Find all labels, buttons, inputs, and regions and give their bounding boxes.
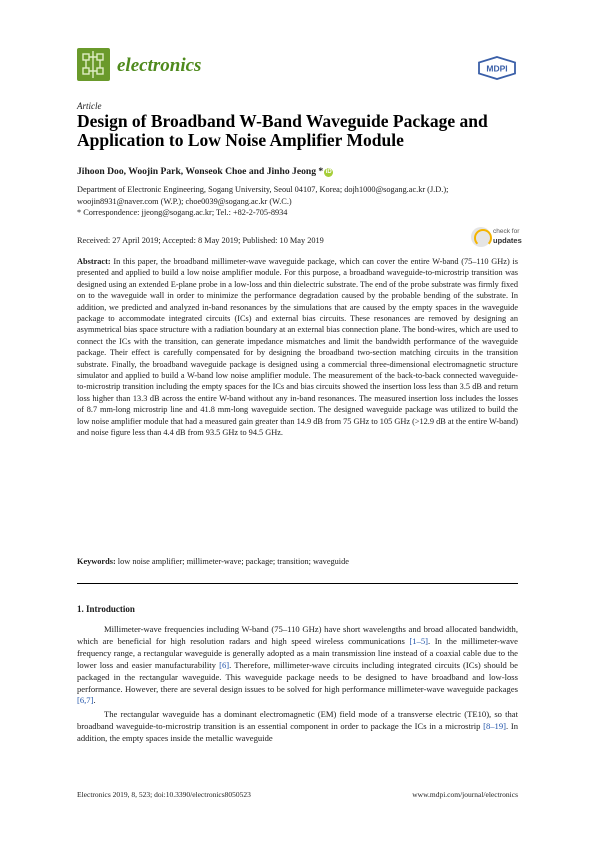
check-updates-label-bold: updates [493,236,522,245]
footer-citation: Electronics 2019, 8, 523; doi:10.3390/electronics8050523 [77,790,251,799]
abstract-text: In this paper, the broadband millimeter-wave waveguide package, which can cover the entire W-band (75–110 GHz) is presented and applied to build a low noise amplifier module. For this purpose, a broadband waveguide-to-microstrip transition was designed using an extended E-plane probe in a low-loss and thin dielectric substrate. The end of the probe substrate was firmly fixed on to the waveguide wall in order to minimize the performance degradation caused by the probable bending of the substrate. In addition, we predicted and analyzed in-band resonances by the simulations that are caused by the empty spaces in the waveguide package to accommodate integrated circuits (ICs) and external bias circuits. These resonances are removed by designing an asymmetrical bias space structure with a radiation boundary at an external bias connection plane. The bond-wires, which are used to connect the ICs with the transition, can generate impedance mismatches and limit the bandwidth performance of the waveguide package. Their effect is carefully compensated for by designing the broadband two-section matching circuits in the transition substrate. Finally, the broadband waveguide package is designed using a commercial three-dimensional electromagnetic structure simulator and applied to build a W-band low noise amplifier module. The measurement of the back-to-back connected waveguide-to-microstrip transition including the empty spaces for the ICs and bias circuits showed the insertion loss less than 3.5 dB and return loss higher than 13.3 dB across the entire W-band without any in-band resonances. The measured insertion loss includes the losses of 8.7 mm-long microstrip line and 41.8 mm-long waveguide section. The designed waveguide package was utilized to build the low noise amplifier module that had a measured gain greater than 14.9 dB from 75 GHz to 105 GHz (>12.9 dB at the entire W-band) and noise figure less than 4.4 dB from 93.5 GHz to 94.5 GHz. [77,257,519,438]
introduction-body [77,624,518,747]
paragraph-text: . In addition, the empty spaces inside the metallic waveguide [77,721,518,744]
keywords-label: Keywords: [77,557,116,566]
keywords [77,557,518,566]
paragraph-text: . Therefore, millimeter-wave circuits including integrated circuits (ICs) should be packaged in the rectangular waveguide. This waveguide package needs to be designed to have broadband and low-loss performance. However, there are several design issues to be solved for high performance millimeter-wave waveguide packages [77,659,518,694]
publication-dates: Received: 27 April 2019; Accepted: 8 May 2019; Published: 10 May 2019 [77,236,324,245]
affiliation-line: woojin8931@naver.com (W.P.); choe0039@sogang.ac.kr (W.C.) [77,196,292,206]
publisher-name: MDPI [486,63,508,74]
keywords-text: low noise amplifier; millimeter-wave; package; transition; waveguide [117,557,349,566]
citation-link[interactable]: [8–19] [483,721,506,732]
section-divider [77,583,518,584]
mdpi-logo-icon[interactable] [476,56,518,85]
paragraph-text: . [93,695,96,706]
paragraph-text: Millimeter-wave frequencies including W-band (75–110 GHz) have short wavelengths and broad allocated bandwidth, which are beneficial for high resolution radars and high speed wireless communications [77,624,518,646]
affiliation-line: Department of Electronic Engineering, Sogang University, Seoul 04107, Korea; dojh1000@sogang.ac.kr (J.D.); [77,185,449,194]
citation-link[interactable]: [6] [219,659,230,670]
correspondence: * Correspondence: jjeong@sogang.ac.kr; Tel.: +82-2-705-8934 [77,208,288,218]
paragraph [77,709,518,745]
article-title: Design of Broadband W-Band Waveguide Package and Application to Low Noise Amplifier Module [77,111,488,150]
author-list [77,166,333,177]
paragraph-text: The rectangular waveguide has a dominant electromagnetic (EM) field mode of a transverse electric (TE10), so that broadband waveguide-to-microstrip transition is an essential component in order to package the ICs in a microstrip [77,709,518,732]
abstract-label: Abstract: [77,257,111,266]
paragraph-text: . In the millimeter-wave frequency range, a rectangular waveguide is generally adopted as a main transmission line instead of a coaxial cable due to the lower loss and easier manufacturability [77,635,518,670]
affiliations [77,184,527,219]
journal-name[interactable]: electronics [117,55,202,76]
check-updates-label: check for [493,228,520,235]
footer-journal-url[interactable]: www.mdpi.com/journal/electronics [412,790,518,799]
section-heading-introduction: 1. Introduction [77,604,135,614]
update-check-icon [471,227,491,247]
check-for-updates-button[interactable] [471,225,531,251]
paragraph [77,624,518,707]
journal-logo-icon [77,48,110,81]
citation-link[interactable]: [6,7] [77,695,94,706]
author-names: Jihoon Doo, Woojin Park, Wonseok Choe and Jinho Jeong * [77,166,324,177]
citation-link[interactable]: [1–5] [409,635,429,646]
abstract [77,256,518,439]
article-type: Article [77,101,102,111]
orcid-icon[interactable]: iD [325,169,332,175]
